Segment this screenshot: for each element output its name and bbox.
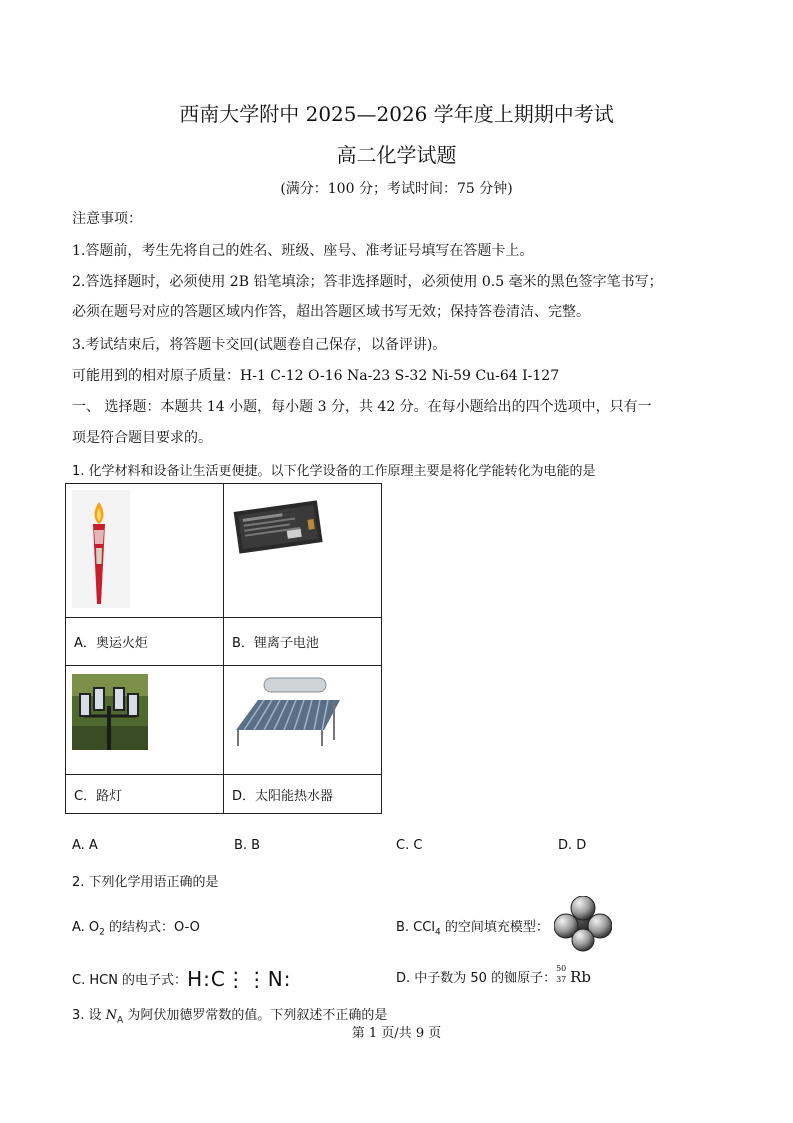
note-2b: 必须在题号对应的答题区域内作答，超出答题区域书写无效；保持答卷清洁、完整。 xyxy=(72,304,590,320)
option-a-label: A．奥运火炬 xyxy=(66,618,224,666)
q2-option-b[interactable]: B. CCl$_4$ 的空间填充模型： xyxy=(396,920,549,938)
exam-meta: (满分：100 分；考试时间：75 分钟) xyxy=(280,181,513,197)
solar-water-heater-image xyxy=(224,666,373,770)
option-b-label: B．锂离子电池 xyxy=(224,618,382,666)
notes-heading: 注意事项： xyxy=(72,211,142,227)
atomic-masses: 可能用到的相对原子质量：H-1 C-12 O-16 Na-23 S-32 Ni-59 Cu-64 I-127 xyxy=(72,368,560,384)
street-lamp-image xyxy=(66,666,215,770)
q1-stem: 1. 化学材料和设备让生活更便捷。以下化学设备的工作原理主要是将化学能转化为电能的是 xyxy=(72,464,596,479)
section-heading-line1: 一、 选择题：本题共 14 小题，每小题 3 分，共 42 分。在每小题给出的四个选项中，只有一 xyxy=(72,399,652,415)
section-heading-line2: 项是符合题目要求的。 xyxy=(72,430,212,446)
page-footer: 第 1 页/共 9 页 xyxy=(351,1026,442,1041)
hcn-electron-formula: H:C⋮⋮N: xyxy=(187,967,292,991)
q1-choice-c[interactable]: C. C xyxy=(396,838,423,853)
q2-option-d[interactable]: D. 中子数为 50 的铷原子： 50 37 Rb xyxy=(396,964,591,986)
olympic-torch-image xyxy=(66,484,215,613)
note-2a: 2.答选择题时，必须使用 2B 铅笔填涂；答非选择题时，必须使用 0.5 毫米的黑色签字笔书写； xyxy=(72,274,663,290)
rb-mass-number: 50 xyxy=(556,964,567,973)
q2-stem: 2. 下列化学用语正确的是 xyxy=(72,875,219,890)
q1-choice-b[interactable]: B. B xyxy=(234,838,261,853)
rb-symbol: Rb xyxy=(570,968,591,986)
ccl4-space-filling-model xyxy=(554,896,612,952)
lithium-battery-image xyxy=(224,484,373,613)
streetlight-image-cell xyxy=(66,666,224,775)
note-3: 3.考试结束后，将答题卡交回(试题卷自己保存，以备评讲)。 xyxy=(72,337,447,353)
note-1: 1.答题前，考生先将自己的姓名、班级、座号、准考证号填写在答题卡上。 xyxy=(72,243,534,259)
q2-option-a[interactable]: A. $O_2$ 的结构式：O-O xyxy=(72,920,200,938)
q3-stem: 3. 设 $N_A$ 为阿伏加德罗常数的值。下列叙述不正确的是 xyxy=(72,1008,388,1026)
q2-option-c[interactable]: C. HCN 的电子式：H:C⋮⋮N: xyxy=(72,967,292,991)
exam-subtitle: 高二化学试题 xyxy=(336,143,457,167)
battery-image-cell xyxy=(224,484,382,618)
q1-choice-d[interactable]: D. D xyxy=(558,838,587,853)
torch-image-cell xyxy=(66,484,224,618)
solar-heater-image-cell xyxy=(224,666,382,775)
option-d-label: D．太阳能热水器 xyxy=(224,775,382,814)
exam-title: 西南大学附中 2025—2026 学年度上期期中考试 xyxy=(179,102,614,126)
rb-atomic-number: 37 xyxy=(556,975,567,984)
q1-choice-a[interactable]: A. A xyxy=(72,838,98,853)
option-c-label: C．路灯 xyxy=(66,775,224,814)
q1-options-table xyxy=(65,483,382,814)
